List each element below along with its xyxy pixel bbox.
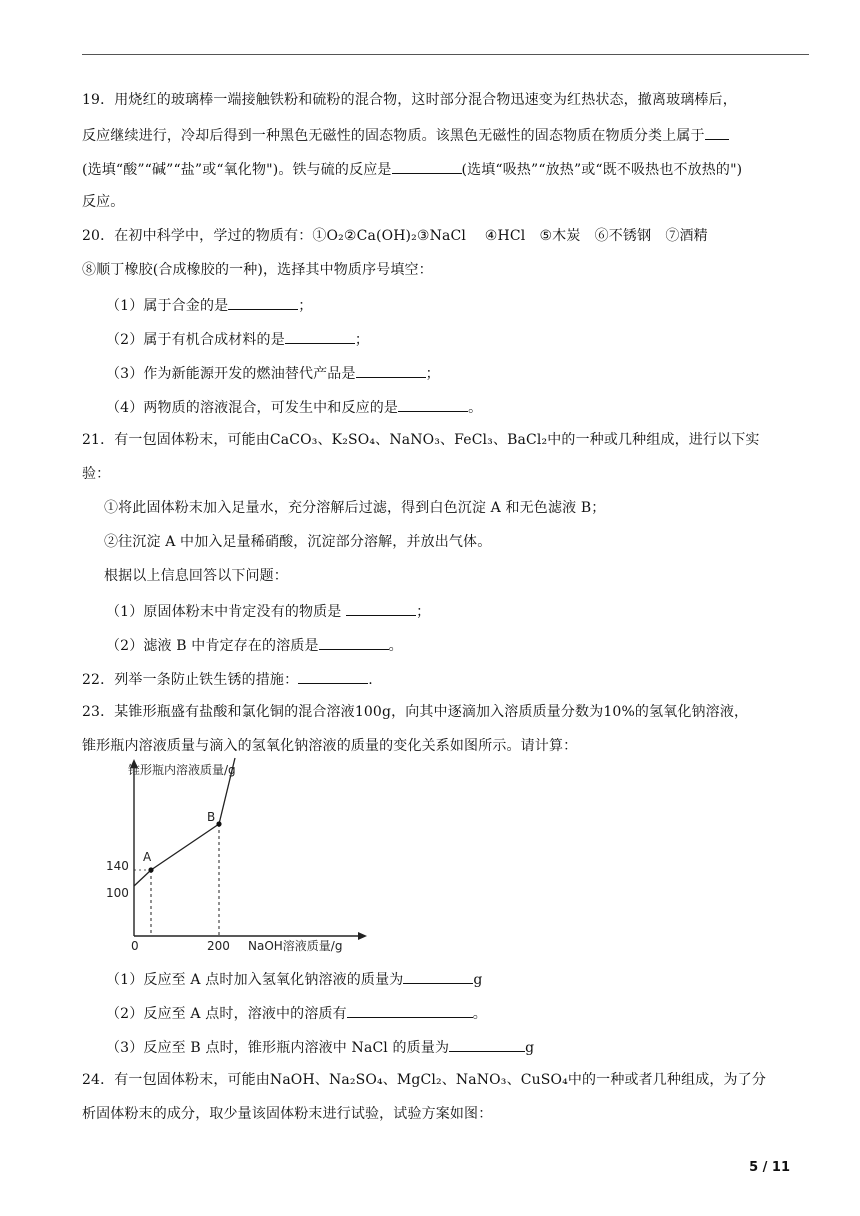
answer-blank[interactable] [298, 668, 368, 684]
answer-blank[interactable] [356, 362, 426, 378]
page-number: 5 / 11 [749, 1160, 790, 1175]
y-tick-label: 100 [106, 886, 129, 900]
point-b [216, 821, 221, 826]
y-axis-label: 锥形瓶内溶液质量/g [128, 763, 236, 777]
chart-series [134, 758, 235, 886]
q20-sub3: （3）作为新能源开发的燃油替代产品是 ； [106, 362, 440, 384]
y-tick-label: 140 [106, 859, 129, 873]
answer-blank[interactable] [449, 1036, 525, 1052]
answer-blank[interactable] [392, 158, 462, 174]
q21-sub2: （2）滤液 B 中肯定存在的溶质是 。 [106, 634, 403, 656]
q23-line1: 23．某锥形瓶盛有盐酸和氯化铜的混合溶液100g，向其中逐滴加入溶质质量分数为10%的氢氧化钠溶液， [82, 704, 749, 720]
chart-guides [134, 824, 219, 936]
q21-prompt: 根据以上信息回答以下问题： [104, 568, 288, 584]
answer-blank[interactable] [705, 124, 729, 140]
point-a [148, 867, 153, 872]
q20-sub2: （2）属于有机合成材料的是 ； [106, 328, 369, 350]
x-axis-arrow [358, 932, 367, 940]
x-axis-label: NaOH溶液质量/g [248, 939, 343, 953]
q21-line2: 验： [82, 466, 111, 482]
q20-line1: 20．在初中科学中，学过的物质有：①O₂②Ca(OH)₂③NaCl ④HCl ⑤木炭 ⑥不锈钢 ⑦酒精 [82, 228, 708, 244]
header-rule [82, 54, 809, 55]
q21-sub1: （1）原固体粉末中肯定没有的物质是 ； [106, 600, 430, 622]
q24-line1: 24．有一包固体粉末，可能由NaOH、Na₂SO₄、MgCl₂、NaNO₃、CuSO₄中的一种或者几种组成，为了分 [82, 1072, 766, 1088]
q19-line4: 反应。 [82, 194, 125, 210]
answer-blank[interactable] [403, 968, 473, 984]
q20-sub1: （1）属于合金的是 ； [106, 294, 312, 316]
q20-sub4: （4）两物质的溶液混合，可发生中和反应的是 。 [106, 396, 482, 418]
point-a-label: A [143, 850, 152, 864]
answer-blank[interactable] [346, 600, 416, 616]
q19-line1: 19．用烧红的玻璃棒一端接触铁粉和硫粉的混合物，这时部分混合物迅速变为红热状态，撤离玻璃棒后， [82, 92, 737, 108]
q22-line: 22．列举一条防止铁生锈的措施： . [82, 668, 373, 690]
q19-line3: (选填“酸”“碱”“盐”或“氧化物")。铁与硫的反应是 (选填“吸热”“放热”或“既不吸热也不放热的") [82, 158, 742, 180]
q23-sub3: （3）反应至 B 点时，锥形瓶内溶液中 NaCl 的质量为 g [106, 1036, 534, 1058]
q20-line2: ⑧顺丁橡胶(合成橡胶的一种)，选择其中物质序号填空： [82, 262, 433, 278]
q21-step1: ①将此固体粉末加入足量水，充分溶解后过滤，得到白色沉淀 A 和无色滤液 B； [104, 500, 606, 516]
chart-axes [130, 759, 367, 940]
q23-line2: 锥形瓶内溶液质量与滴入的氢氧化钠溶液的质量的变化关系如图所示。请计算： [82, 738, 578, 754]
q21-step2: ②往沉淀 A 中加入足量稀硝酸，沉淀部分溶解，并放出气体。 [104, 534, 492, 550]
q19-line2: 反应继续进行，冷却后得到一种黑色无磁性的固态物质。该黑色无磁性的固态物质在物质分类上属于 [82, 124, 729, 146]
x-tick-label: 0 [131, 939, 139, 953]
answer-blank[interactable] [228, 294, 298, 310]
q24-line2: 析固体粉末的成分，取少量该固体粉末进行试验，试验方案如图： [82, 1106, 493, 1122]
x-tick-label: 200 [207, 939, 230, 953]
q21-line1: 21．有一包固体粉末，可能由CaCO₃、K₂SO₄、NaNO₃、FeCl₃、BaCl₂中的一种或几种组成，进行以下实 [82, 432, 760, 448]
q23-sub1: （1）反应至 A 点时加入氢氧化钠溶液的质量为 g [106, 968, 483, 990]
chart-labels [106, 762, 342, 953]
q23-sub2: （2）反应至 A 点时，溶液中的溶质有 。 [106, 1002, 487, 1024]
answer-blank[interactable] [347, 1002, 473, 1018]
answer-blank[interactable] [398, 396, 468, 412]
answer-blank[interactable] [285, 328, 355, 344]
solution-mass-chart [100, 756, 380, 956]
point-b-label: B [207, 810, 216, 824]
answer-blank[interactable] [319, 634, 389, 650]
